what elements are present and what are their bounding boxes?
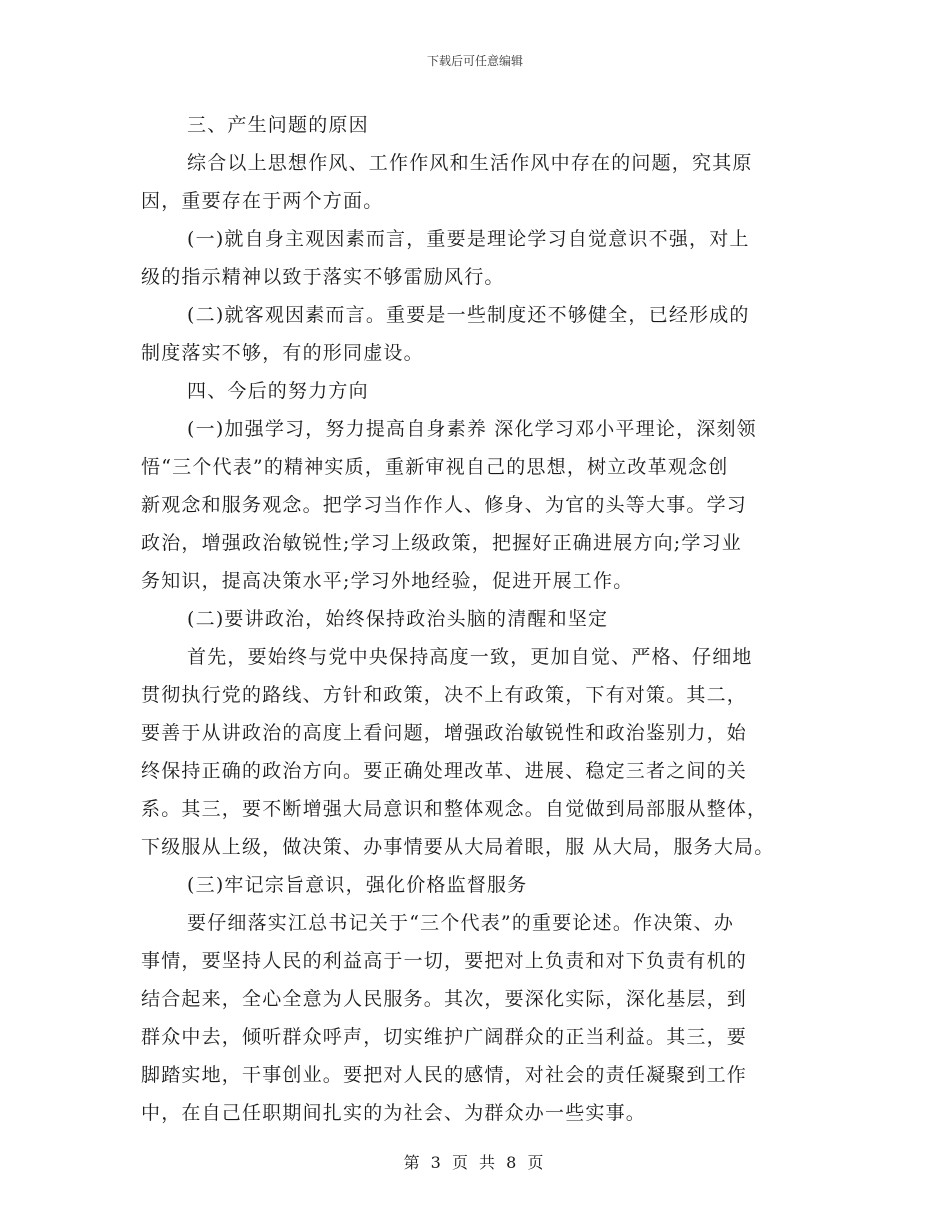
paragraph-line: 因，重要存在于两个方面。	[141, 190, 384, 212]
section-heading: 四、今后的努力方向	[187, 380, 369, 402]
paragraph-line: 政治，增强政治敏锐性;学习上级政策，把握好正确进展方向;学习业	[141, 532, 743, 554]
paragraph-line: 中，在自己任职期间扎实的为社会、为群众办一些实事。	[141, 1102, 647, 1124]
paragraph-line: 务知识，提高决策水平;学习外地经验，促进开展工作。	[141, 570, 634, 592]
paragraph-line: 贯彻执行党的路线、方针和政策，决不上有政策，下有对策。其二，	[141, 684, 748, 706]
paragraph-line: 事情，要坚持人民的利益高于一切，要把对上负责和对下负责有机的	[141, 950, 748, 972]
paragraph-line: 综合以上思想作风、工作作风和生活作风中存在的问题，究其原	[187, 152, 753, 174]
page-header: 下载后可任意编辑	[426, 54, 523, 68]
section-heading: 三、产生问题的原因	[187, 114, 369, 136]
paragraph-line: 下级服从上级，做决策、办事情要从大局着眼，服 从大局，服务大局。	[141, 836, 775, 858]
paragraph-line: 要仔细落实江总书记关于“三个代表”的重要论述。作决策、办	[187, 912, 735, 934]
paragraph-line: (一)加强学习，努力提高自身素养 深化学习邓小平理论，深刻领	[187, 418, 757, 440]
paragraph-line: 脚踏实地，干事创业。要把对人民的感情，对社会的责任凝聚到工作	[141, 1064, 748, 1086]
paragraph-line: (一)就自身主观因素而言，重要是理论学习自觉意识不强，对上	[187, 228, 750, 250]
paragraph-line: 制度落实不够，有的形同虚设。	[141, 342, 424, 364]
paragraph-line: (二)就客观因素而言。重要是一些制度还不够健全，已经形成的	[187, 304, 750, 326]
paragraph-line: 新观念和服务观念。把学习当作作人、修身、为官的头等大事。学习	[141, 494, 748, 516]
paragraph-line: 要善于从讲政治的高度上看问题，增强政治敏锐性和政治鉴别力，始	[141, 722, 748, 744]
paragraph-line: 级的指示精神以致于落实不够雷励风行。	[141, 266, 505, 288]
paragraph-line: 结合起来，全心全意为人民服务。其次，要深化实际，深化基层，到	[141, 988, 748, 1010]
paragraph-line: (二)要讲政治，始终保持政治头脑的清醒和坚定	[187, 608, 609, 630]
paragraph-line: 群众中去，倾听群众呼声，切实维护广阔群众的正当利益。其三，要	[141, 1026, 748, 1048]
paragraph-line: (三)牢记宗旨意识，强化价格监督服务	[187, 874, 528, 896]
paragraph-line: 终保持正确的政治方向。要正确处理改革、进展、稳定三者之间的关	[141, 760, 748, 782]
paragraph-line: 系。其三，要不断增强大局意识和整体观念。自觉做到局部服从整体，	[141, 798, 768, 820]
page-number: 第 3 页 共 8 页	[403, 1153, 547, 1172]
paragraph-line: 悟“三个代表”的精神实质，重新审视自己的思想，树立改革观念创	[141, 456, 729, 478]
paragraph-line: 首先，要始终与党中央保持高度一致，更加自觉、严格、仔细地	[187, 646, 753, 668]
